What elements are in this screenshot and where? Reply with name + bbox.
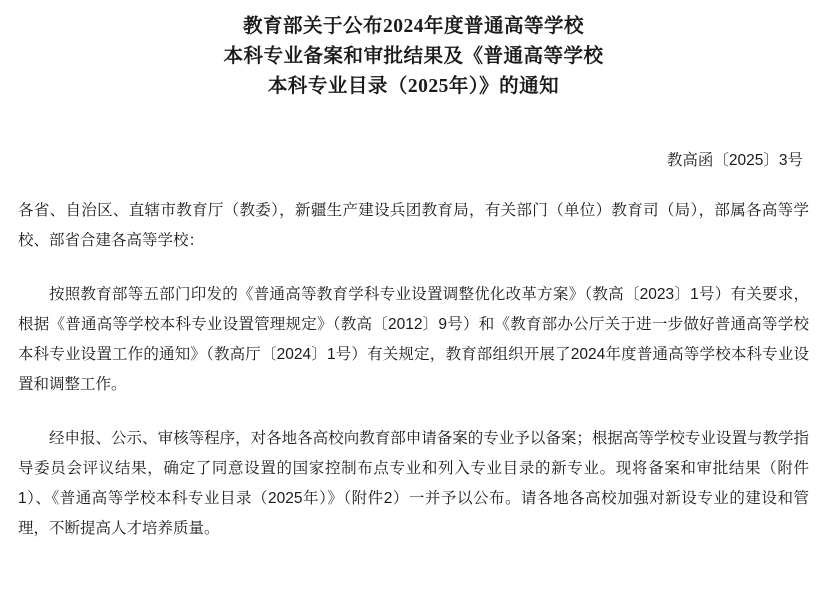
paragraph-addressees: 各省、自治区、直辖市教育厅（教委），新疆生产建设兵团教育局，有关部门（单位）教育司（局），部属各高等学校、部省合建各高等学校： (18, 202, 809, 249)
paragraph-background: 按照教育部等五部门印发的《普通高等教育学科专业设置调整优化改革方案》（教高〔2023〕1号）有关要求，根据《普通高等学校本科专业设置管理规定》（教高〔2012〕9号）和《教育部办公厅关于进一步做好普通高等学校本科专业设置工作的通知》（教高厅〔2024〕1号）有关规定，教育部组织开展了2024年度普通高等学校本科专业设置和调整工作。 (18, 286, 809, 393)
title-line-1: 教育部关于公布2024年度普通高等学校 (242, 16, 584, 37)
title-line-2: 本科专业备案和审批结果及《普通高等学校 (223, 46, 604, 67)
document-number: 教高函〔2025〕3号 (666, 152, 803, 169)
document-title (0, 0, 827, 102)
document-body (0, 196, 827, 544)
paragraph-results: 经申报、公示、审核等程序，对各地各高校向教育部申请备案的专业予以备案；根据高等学校专业设置与教学指导委员会评议结果，确定了同意设置的国家控制布点专业和列入专业目录的新专业。现将备案和审批结果（附件1）、《普通高等学校本科专业目录（2025年）》（附件2）一并予以公布。请各地各高校加强对新设专业的建设和管理，不断提高人才培养质量。 (18, 430, 809, 537)
title-line-3: 本科专业目录（2025年）》的通知 (267, 76, 560, 97)
